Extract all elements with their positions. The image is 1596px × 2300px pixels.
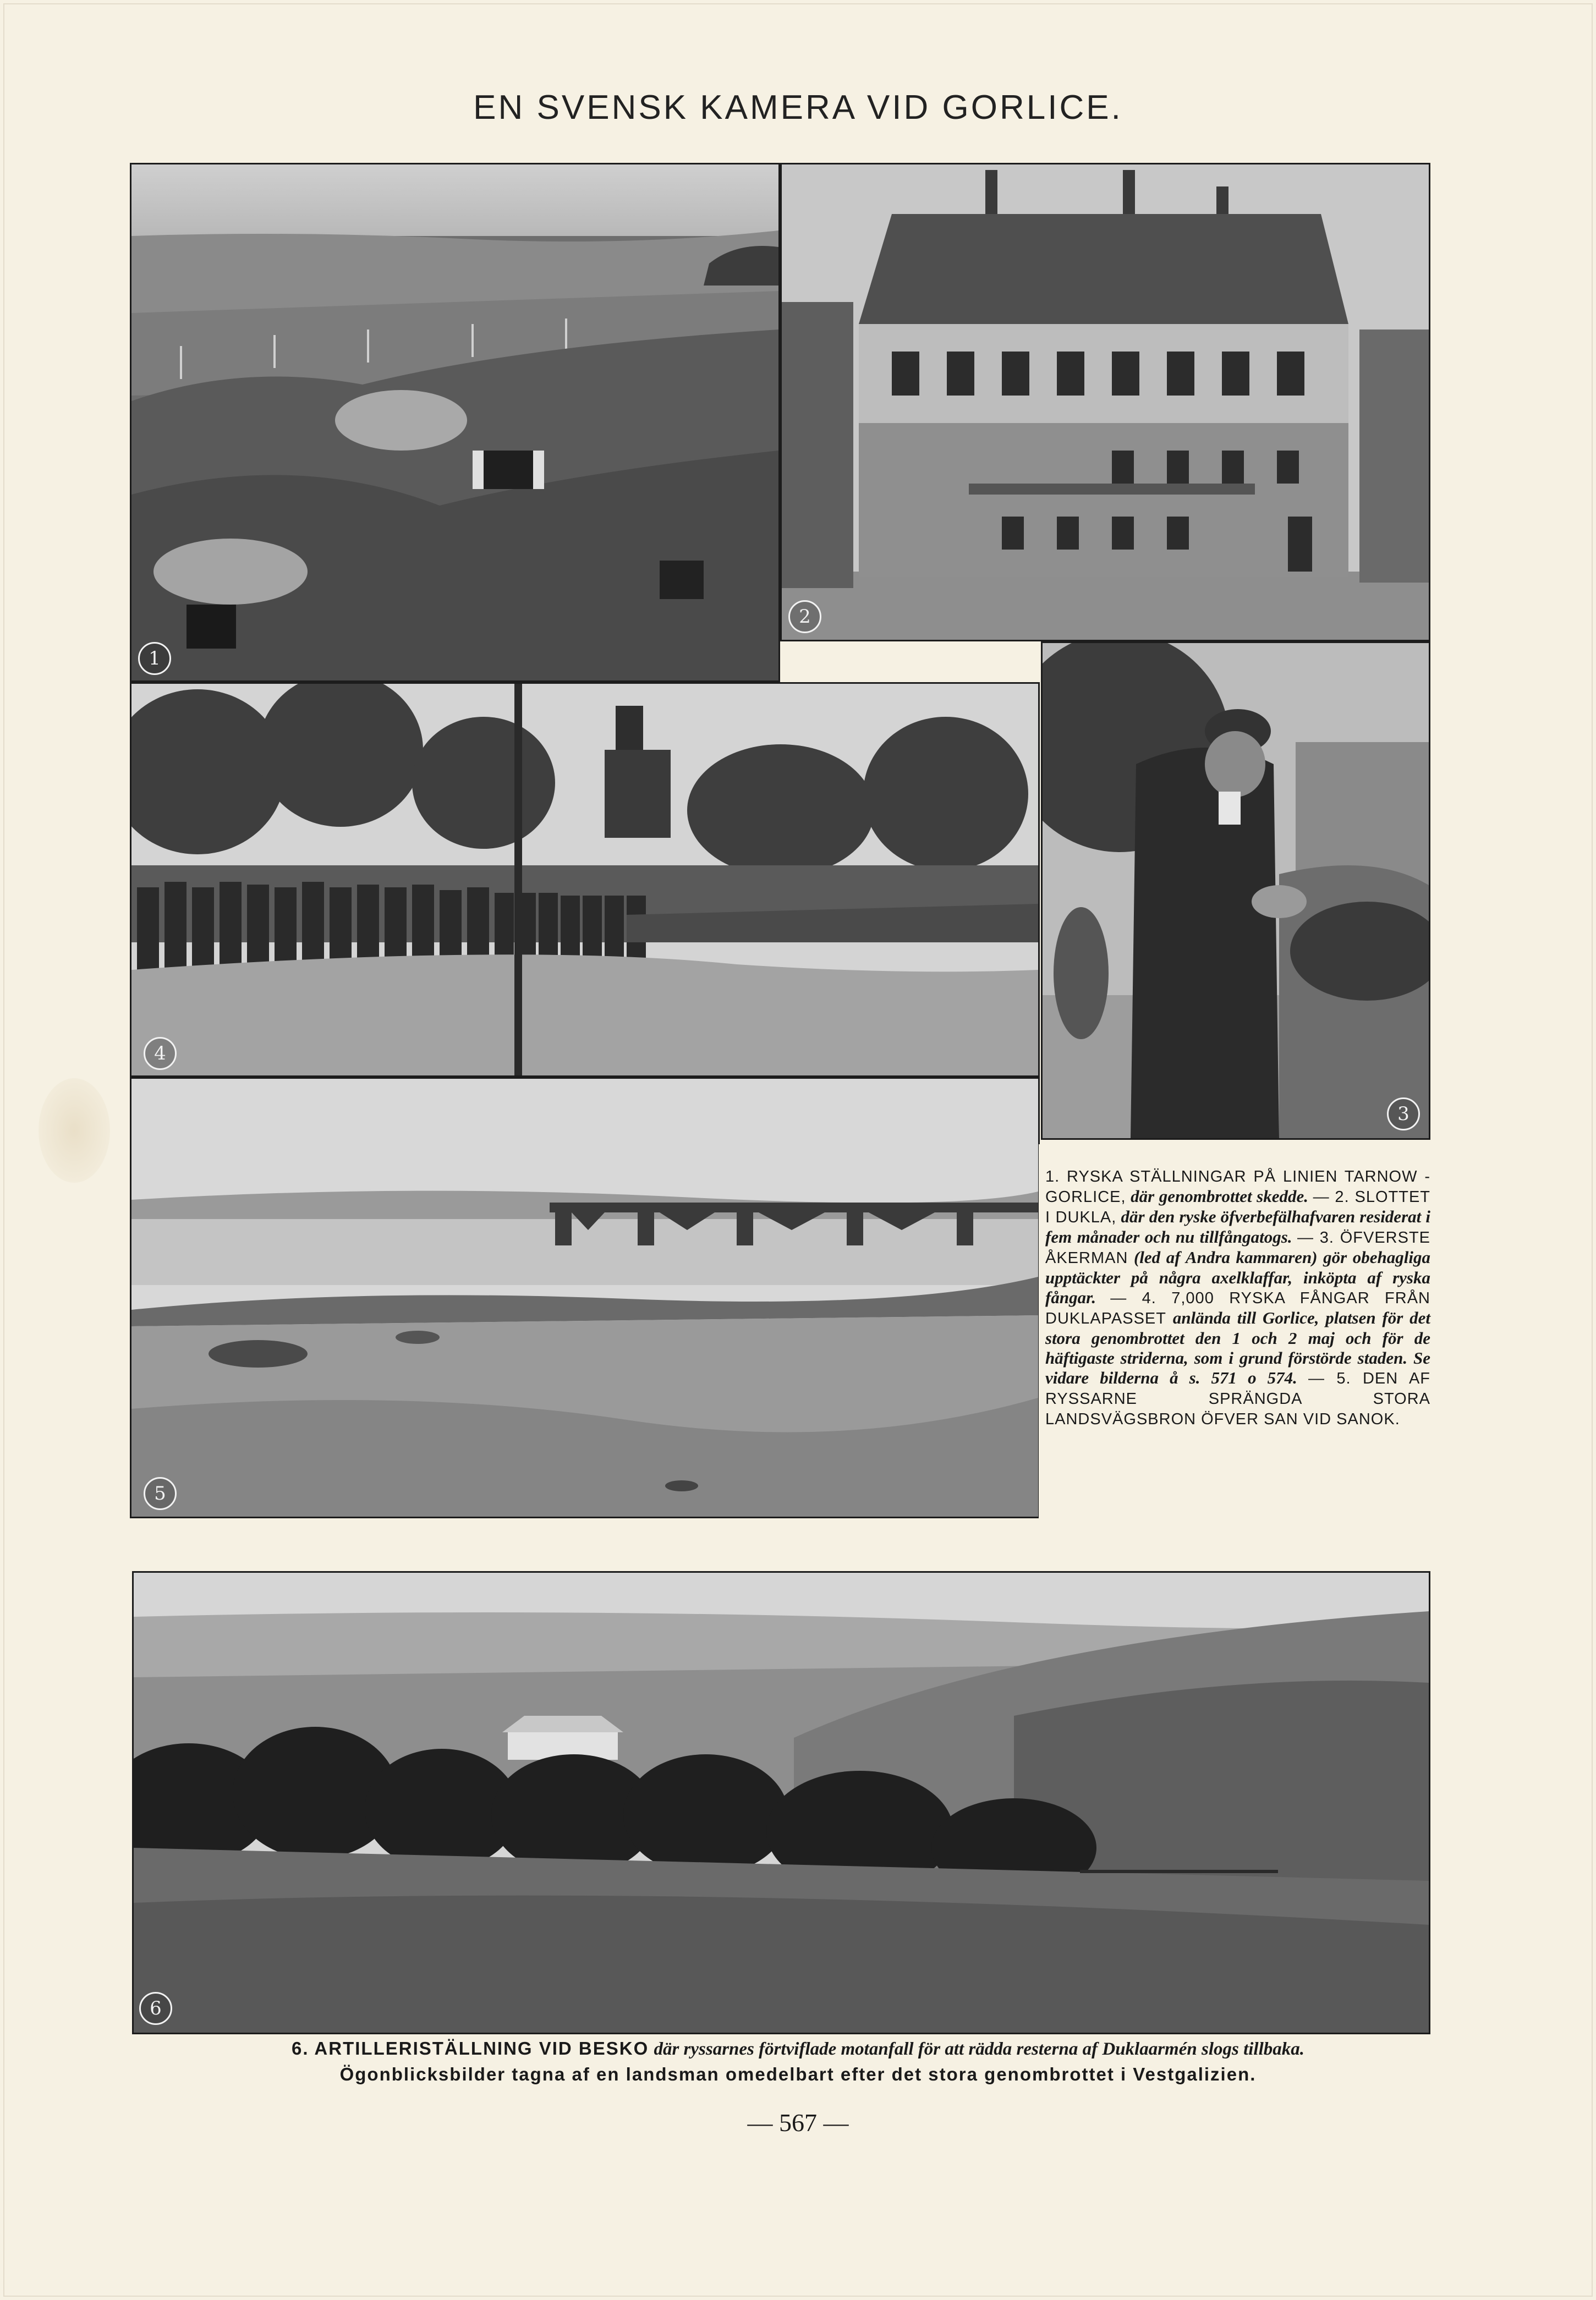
caption-1-heading: 1. RYSKA STÄLLNINGAR PÅ LINIEN TARNOW - GORLICE,: [1045, 1168, 1430, 1206]
photo-4-image: [131, 684, 1038, 1075]
caption-3-heading: — 3. ÖFVERSTE ÅKERMAN: [1045, 1229, 1431, 1267]
caption-4-text: anlända till Gorlice, platsen för det stora genombrottet den 1 och 2 maj och för de häftigaste striderna, som i grund förstörde staden. Se vidare bilderna å s. 571 o 574.: [1045, 1308, 1430, 1387]
photo-6-number-badge: 6: [139, 1992, 172, 2025]
photo-3-image: [1043, 643, 1429, 1138]
caption-5-heading: — 5. DEN AF RYSSARNE SPRÄNGDA STORA LANDSVÄGSBRON ÖFVER SAN VID SANOK.: [1045, 1370, 1431, 1428]
photo-5-number-badge: 5: [144, 1477, 177, 1510]
photo-6-caption: [0, 2038, 1596, 2060]
paper-stain: [39, 1078, 110, 1183]
caption-1-text: där genombrottet skedde.: [1131, 1187, 1308, 1206]
photo-6-image: [134, 1573, 1429, 2033]
photo-4-prisoners: [130, 682, 1040, 1077]
photo-2-number-badge: 2: [788, 600, 821, 633]
photo-2-image: [782, 164, 1429, 640]
caption-3-text: (led af Andra kammaren) gör obehagliga upptäckter på några axelklaffar, inköpta af ryska fångar.: [1045, 1248, 1430, 1307]
photo-3-number-badge: 3: [1387, 1097, 1420, 1130]
photo-captions: [1045, 1166, 1430, 1429]
photo-3-officer: [1041, 641, 1430, 1140]
photo-1-number-badge: 1: [138, 642, 171, 675]
photo-6-caption-heading: 6. ARTILLERISTÄLLNING VID BESKO: [291, 2038, 649, 2059]
page-title: EN SVENSK KAMERA VID GORLICE.: [473, 89, 1123, 127]
photo-4-number-badge: 4: [144, 1037, 177, 1070]
photo-1-image: [131, 164, 778, 680]
caption-2-heading: — 2. SLOTTET I DUKLA,: [1045, 1188, 1431, 1226]
page-subtitle: Ögonblicksbilder tagna af en landsman omedelbart efter det stora genombrottet i Vestgalizien.: [339, 2064, 1257, 2084]
photo-1-trench: [130, 163, 780, 682]
caption-2-text: där den ryske öfverbefälhafvaren residerat i fem månader och nu tillfångatogs.: [1045, 1207, 1431, 1247]
photo-6-landscape: [132, 1571, 1430, 2034]
photo-5-bridge: [130, 1077, 1040, 1518]
photo-6-caption-text: där ryssarnes förtviflade motanfall för att rädda resterna af Duklaarmén slogs tillbaka.: [654, 2039, 1305, 2059]
caption-4-heading: — 4. 7,000 RYSKA FÅNGAR FRÅN DUKLAPASSET: [1045, 1289, 1430, 1327]
photo-5-image: [131, 1079, 1038, 1517]
photo-2-castle: [780, 163, 1430, 641]
page-number: — 567 —: [747, 2109, 849, 2137]
